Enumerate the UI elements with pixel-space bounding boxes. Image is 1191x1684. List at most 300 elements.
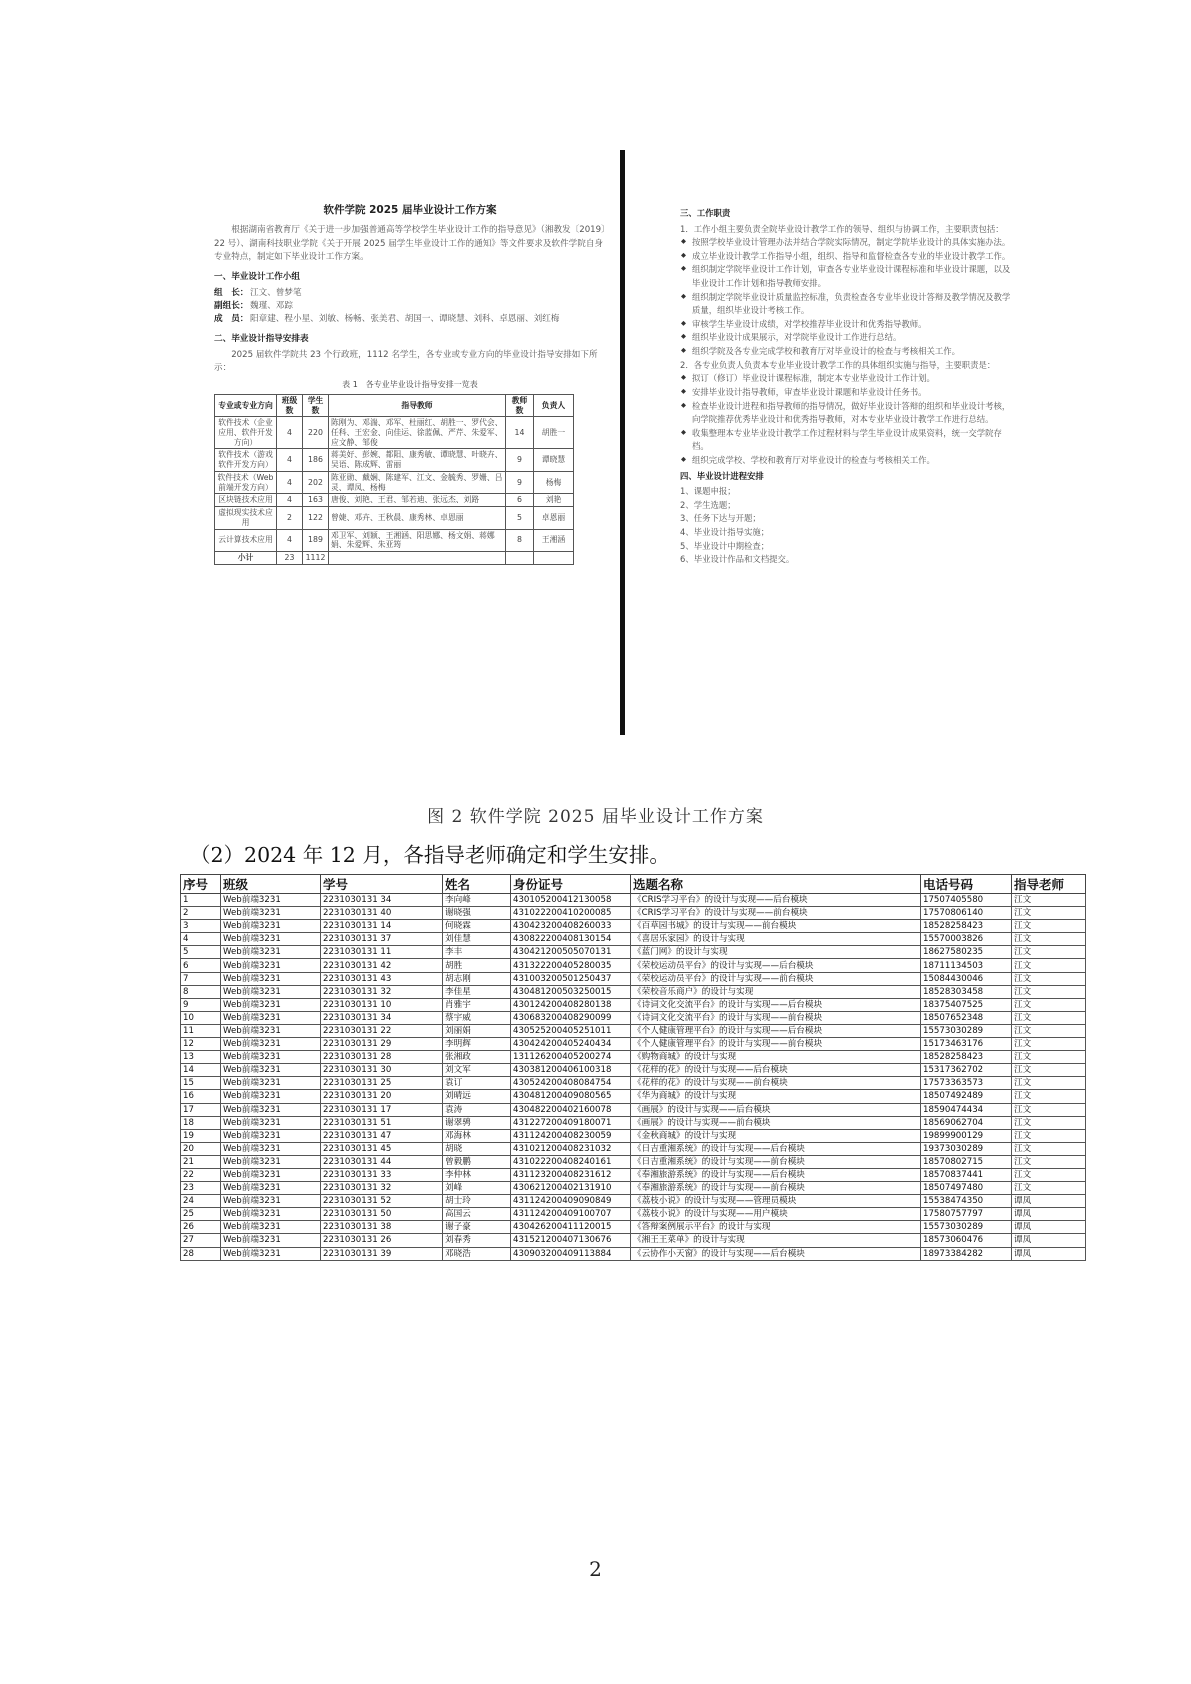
arrangement-cell: 20 [181, 1142, 221, 1155]
plan-table-cell: 软件技术（企业应用、软件开发方向） [215, 417, 277, 449]
arrangement-cell: 2231030131 34 [321, 894, 443, 907]
duty-item: ◆ 组织完成学校、学校和教育厅对毕业设计的检查与考核相关工作。 [692, 454, 1015, 468]
arrangement-cell: 江文 [1012, 1142, 1086, 1155]
arrangement-cell: 19373030289 [921, 1142, 1012, 1155]
arrangement-cell: Web前端3231 [221, 1064, 321, 1077]
plan-table-row [215, 507, 574, 529]
arrangement-cell: 2231030131 52 [321, 1195, 443, 1208]
duty-item: ◆ 检查毕业设计进程和指导教师的指导情况，做好毕业设计答辩的组织和毕业设计考核，向学院推荐优秀毕业设计和优秀指导教师，对本专业毕业设计教学工作进行总结。 [692, 400, 1015, 427]
arrangement-cell: 431521200407130676 [511, 1234, 631, 1247]
arrangement-header: 电话号码 [921, 875, 1012, 894]
plan-table-cell: 卓恩丽 [534, 507, 574, 529]
arrangement-cell: 17507405580 [921, 894, 1012, 907]
arrangement-cell: Web前端3231 [221, 946, 321, 959]
arrangement-cell: 江文 [1012, 1103, 1086, 1116]
arrangement-cell: 2231030131 42 [321, 959, 443, 972]
arrangement-cell: 2231030131 39 [321, 1247, 443, 1260]
arrangement-cell: 刘峰 [443, 1182, 511, 1195]
arrangement-cell: 刘佳慧 [443, 933, 511, 946]
arrangement-cell: 6 [181, 959, 221, 972]
arrangement-cell: Web前端3231 [221, 1103, 321, 1116]
arrangement-cell: 《日吉重湘系统》的设计与实现——前台模块 [631, 1155, 921, 1168]
arrangement-cell: 胡士玲 [443, 1195, 511, 1208]
arrangement-header-row [181, 875, 1086, 894]
arrangement-row [181, 1234, 1086, 1247]
duty-1-list [680, 236, 1015, 358]
arrangement-table [180, 874, 1086, 1261]
arrangement-cell: 《购物商城》的设计与实现 [631, 1051, 921, 1064]
plan-table-cell: 杨梅 [534, 471, 574, 493]
arrangement-row [181, 1129, 1086, 1142]
arrangement-cell: Web前端3231 [221, 1168, 321, 1181]
arrangement-cell: 15570003826 [921, 933, 1012, 946]
arrangement-cell: Web前端3231 [221, 1011, 321, 1024]
plan-table-cell: 8 [506, 529, 534, 551]
plan-table-cell: 软件技术（Web 前端开发方向） [215, 471, 277, 493]
arrangement-cell: 18375407525 [921, 998, 1012, 1011]
arrangement-cell: 430481200503250015 [511, 985, 631, 998]
plan-table-cell [329, 552, 506, 565]
arrangement-header: 姓名 [443, 875, 511, 894]
arrangement-cell: 431227200409180071 [511, 1116, 631, 1129]
plan-table-caption: 表 1 各专业毕业设计指导安排一览表 [342, 380, 478, 390]
duty-2-text: 2．各专业负责人负责本专业毕业设计教学工作的具体组织实施与指导，主要职责是： [680, 359, 996, 370]
schedule-item: 2、学生选题； [680, 499, 736, 510]
arrangement-cell: 江文 [1012, 894, 1086, 907]
arrangement-cell: 《诗词文化交流平台》的设计与实现——前台模块 [631, 1011, 921, 1024]
arrangement-sheet [180, 874, 1085, 1259]
arrangement-cell: 12 [181, 1038, 221, 1051]
paragraph-2: （2）2024 年 12 月，各指导老师确定和学生安排。 [190, 843, 670, 867]
plan-section-2-title: 二、毕业设计指导安排表 [214, 334, 309, 345]
plan-table-cell: 14 [506, 417, 534, 449]
arrangement-cell: 胡志刚 [443, 972, 511, 985]
arrangement-cell: 10 [181, 1011, 221, 1024]
arrangement-cell: 2231030131 11 [321, 946, 443, 959]
schedule-item: 6、毕业设计作品和文档提交。 [680, 554, 795, 565]
plan-table-cell: 曾婕、邓卉、王秋晨、康秀林、卓恩丽 [329, 507, 506, 529]
arrangement-cell: Web前端3231 [221, 1090, 321, 1103]
arrangement-cell: 江文 [1012, 1077, 1086, 1090]
arrangement-row [181, 985, 1086, 998]
arrangement-cell: 《华为商城》的设计与实现 [631, 1090, 921, 1103]
arrangement-cell: 2231030131 44 [321, 1155, 443, 1168]
plan-table-cell: 4 [277, 471, 303, 493]
arrangement-cell: 2231030131 47 [321, 1129, 443, 1142]
arrangement-cell: 高国云 [443, 1208, 511, 1221]
arrangement-cell: 17573363573 [921, 1077, 1012, 1090]
arrangement-cell: 15173463176 [921, 1038, 1012, 1051]
plan-table-cell: 4 [277, 494, 303, 507]
arrangement-cell: Web前端3231 [221, 1247, 321, 1260]
arrangement-cell: 江文 [1012, 1155, 1086, 1168]
arrangement-cell: 431021200408231032 [511, 1142, 631, 1155]
arrangement-cell: 《个人健康管理平台》的设计与实现——后台模块 [631, 1024, 921, 1037]
arrangement-cell: Web前端3231 [221, 959, 321, 972]
arrangement-cell: 2231030131 51 [321, 1116, 443, 1129]
plan-section-1-title: 一、毕业设计工作小组 [214, 272, 300, 283]
arrangement-cell: 2 [181, 907, 221, 920]
arrangement-row [181, 1011, 1086, 1024]
duty-item: ◆ 拟订（修订）毕业设计课程标准，制定本专业毕业设计工作计划。 [692, 372, 1015, 386]
arrangement-cell: 胡胜 [443, 959, 511, 972]
duty-item: ◆ 收集整理本专业毕业设计教学工作过程材料与学生毕业设计成果资料，统一交学院存档。 [692, 427, 1015, 454]
arrangement-cell: 江文 [1012, 1168, 1086, 1181]
arrangement-row [181, 1208, 1086, 1221]
arrangement-cell: 《个人健康管理平台》的设计与实现——前台模块 [631, 1038, 921, 1051]
figure-caption: 图 2 软件学院 2025 届毕业设计工作方案 [427, 807, 764, 827]
arrangement-cell: 《云协作小天窗》的设计与实现——后台模块 [631, 1247, 921, 1260]
arrangement-cell: 江文 [1012, 946, 1086, 959]
plan-table-cell: 蒋美好、彭婉、都阳、康秀敏、谭晓慧、叶晓卉、吴语、陈成辉、雷丽 [329, 449, 506, 471]
arrangement-cell: 2231030131 20 [321, 1090, 443, 1103]
arrangement-cell: 邓海林 [443, 1129, 511, 1142]
plan-table-header: 指导教师 [329, 394, 506, 416]
arrangement-cell: 江文 [1012, 1038, 1086, 1051]
duty-item: ◆ 组织毕业设计成果展示，对学院毕业设计工作进行总结。 [692, 331, 1015, 345]
arrangement-cell: 16 [181, 1090, 221, 1103]
arrangement-cell: 430421200505070131 [511, 946, 631, 959]
arrangement-cell: 江文 [1012, 907, 1086, 920]
arrangement-cell: 《蓝门网》的设计与实现 [631, 946, 921, 959]
arrangement-cell: 刘丽娟 [443, 1024, 511, 1037]
arrangement-cell: 2231030131 28 [321, 1051, 443, 1064]
arrangement-cell: 《花样的花》的设计与实现——前台模块 [631, 1077, 921, 1090]
arrangement-cell: 李明辉 [443, 1038, 511, 1051]
arrangement-cell: 430426200411120015 [511, 1221, 631, 1234]
arrangement-cell: 邓晓浩 [443, 1247, 511, 1260]
plan-table-cell: 虚拟现实技术应用 [215, 507, 277, 529]
arrangement-cell: 2231030131 29 [321, 1038, 443, 1051]
group-value: 江文、曾梦笔 [250, 287, 302, 298]
arrangement-cell: 18570802715 [921, 1155, 1012, 1168]
arrangement-cell: 李丰 [443, 946, 511, 959]
arrangement-cell: 431124200409090849 [511, 1195, 631, 1208]
arrangement-cell: Web前端3231 [221, 1208, 321, 1221]
arrangement-cell: 25 [181, 1208, 221, 1221]
arrangement-cell: 谢晓强 [443, 907, 511, 920]
plan-table-cell: 23 [277, 552, 303, 565]
arrangement-cell: 曾毅鹏 [443, 1155, 511, 1168]
arrangement-cell: 江文 [1012, 1129, 1086, 1142]
duty-item: ◆ 组织制定学院毕业设计质量监控标准，负责检查各专业毕业设计答辩及教学情况及教学质量，组织毕业设计考核工作。 [692, 291, 1015, 318]
plan-table-cell: 刘艳 [534, 494, 574, 507]
plan-table-cell: 邓卫军、刘颖、王湘涵、阳思娜、杨文娟、蒋娜娟、朱爱辉、朱亚筠 [329, 529, 506, 551]
arrangement-cell: 17570806140 [921, 907, 1012, 920]
plan-table-cell: 9 [506, 471, 534, 493]
arrangement-cell: 2231030131 38 [321, 1221, 443, 1234]
arrangement-cell: 18528303458 [921, 985, 1012, 998]
arrangement-cell: 15317362702 [921, 1064, 1012, 1077]
arrangement-cell: Web前端3231 [221, 1116, 321, 1129]
arrangement-cell: 18590474434 [921, 1103, 1012, 1116]
schedule-item: 1、课题申报； [680, 486, 736, 497]
arrangement-cell: 何晓霖 [443, 920, 511, 933]
arrangement-cell: 江文 [1012, 1182, 1086, 1195]
arrangement-cell: 430481200409080565 [511, 1090, 631, 1103]
arrangement-row [181, 1155, 1086, 1168]
arrangement-cell: 430424200405240434 [511, 1038, 631, 1051]
arrangement-cell: Web前端3231 [221, 1142, 321, 1155]
arrangement-cell: 24 [181, 1195, 221, 1208]
plan-table-header-row [215, 394, 574, 416]
arrangement-cell: 胡晓 [443, 1142, 511, 1155]
duty-1-text: 1．工作小组主要负责全院毕业设计教学工作的领导、组织与协调工作，主要职责包括： [680, 223, 1004, 234]
group-value: 阳章建、程小星、刘敏、杨畅、张美君、胡国一、谭晓慧、刘科、卓恩丽、刘红梅 [250, 314, 560, 325]
arrangement-row [181, 998, 1086, 1011]
arrangement-cell: 《诗词文化交流平台》的设计与实现——后台模块 [631, 998, 921, 1011]
group-key: 组 长： [214, 287, 249, 298]
figure-divider [620, 150, 625, 735]
arrangement-cell: 9 [181, 998, 221, 1011]
arrangement-cell: 430822200408130154 [511, 933, 631, 946]
plan-table-cell: 区块链技术应用 [215, 494, 277, 507]
arrangement-cell: 17580757797 [921, 1208, 1012, 1221]
arrangement-row [181, 1221, 1086, 1234]
plan-table-cell: 4 [277, 417, 303, 449]
arrangement-row [181, 1142, 1086, 1155]
arrangement-cell: 23 [181, 1182, 221, 1195]
plan-table-row [215, 552, 574, 565]
arrangement-row [181, 946, 1086, 959]
arrangement-cell: 2231030131 26 [321, 1234, 443, 1247]
arrangement-cell: 431022200410200085 [511, 907, 631, 920]
plan-table-cell: 186 [303, 449, 329, 471]
arrangement-cell: 李仲林 [443, 1168, 511, 1181]
schedule-item: 5、毕业设计中期检查； [680, 540, 770, 551]
arrangement-cell: 431124200408230059 [511, 1129, 631, 1142]
arrangement-row [181, 933, 1086, 946]
arrangement-cell: Web前端3231 [221, 1077, 321, 1090]
arrangement-cell: 430683200408290099 [511, 1011, 631, 1024]
plan-table-row [215, 449, 574, 471]
arrangement-cell: 谢子豪 [443, 1221, 511, 1234]
arrangement-cell: 李佳星 [443, 985, 511, 998]
arrangement-cell: 谢翠骋 [443, 1116, 511, 1129]
plan-intro: 根据湖南省教育厅《关于进一步加强普通高等学校学生毕业设计工作的指导意见》（湘教发〔2019〕22 号）、湖南科技职业学院《关于开展 2025 届学生毕业设计工作的通知》等文件要求及软件学院自身专业特点，制定如下毕业设计工作方案。 [214, 225, 606, 262]
duty-item: ◆ 成立毕业设计教学工作指导小组，组织、指导和监督检查各专业的毕业设计教学工作。 [692, 250, 1015, 264]
plan-table-cell: 陈亚勋、戴娴、陈建军、江文、金毓秀、罗姗、吕灵、谭凤、杨梅 [329, 471, 506, 493]
arrangement-body [181, 894, 1086, 1261]
plan-section-4-title: 四、毕业设计进程安排 [680, 470, 764, 481]
duty-item: ◆ 审核学生毕业设计成绩，对学校推荐毕业设计和优秀指导教师。 [692, 318, 1015, 332]
arrangement-cell: 18 [181, 1116, 221, 1129]
arrangement-cell: 3 [181, 920, 221, 933]
plan-table-cell: 2 [277, 507, 303, 529]
arrangement-cell: Web前端3231 [221, 1129, 321, 1142]
plan-right-page [680, 205, 1015, 735]
arrangement-row [181, 959, 1086, 972]
plan-table-cell: 云计算技术应用 [215, 529, 277, 551]
plan-table-cell: 220 [303, 417, 329, 449]
plan-table-header: 学生数 [303, 394, 329, 416]
arrangement-cell: 1 [181, 894, 221, 907]
group-row-leader [214, 287, 606, 300]
arrangement-row [181, 1182, 1086, 1195]
arrangement-cell: 《金秋商城》的设计与实现 [631, 1129, 921, 1142]
plan-table-cell: 189 [303, 529, 329, 551]
arrangement-cell: 430381200406100318 [511, 1064, 631, 1077]
arrangement-cell: 430903200409113884 [511, 1247, 631, 1260]
arrangement-cell: 15 [181, 1077, 221, 1090]
arrangement-cell: 江文 [1012, 933, 1086, 946]
arrangement-cell: 江文 [1012, 959, 1086, 972]
arrangement-cell: 谭凤 [1012, 1208, 1086, 1221]
plan-table-row [215, 471, 574, 493]
plan-table-body [215, 417, 574, 565]
arrangement-row [181, 1024, 1086, 1037]
plan-table-cell: 9 [506, 449, 534, 471]
arrangement-cell: 430482200402160078 [511, 1103, 631, 1116]
plan-section-2-text: 2025 届软件学院共 23 个行政班，1112 名学生，各专业或专业方向的毕业设计指导安排如下所示： [214, 349, 598, 374]
arrangement-cell: 431003200501250437 [511, 972, 631, 985]
plan-table-cell: 202 [303, 471, 329, 493]
arrangement-cell: 17 [181, 1103, 221, 1116]
plan-table-row [215, 417, 574, 449]
duty-item: ◆ 组织制定学院毕业设计工作计划，审查各专业毕业设计课程标准和毕业设计课题，以及毕业设计工作计划和指导教师安排。 [692, 263, 1015, 290]
arrangement-header: 班级 [221, 875, 321, 894]
arrangement-row [181, 1103, 1086, 1116]
arrangement-cell: 江文 [1012, 1024, 1086, 1037]
arrangement-cell: 《CRIS学习平台》的设计与实现——前台模块 [631, 907, 921, 920]
schedule-list [680, 485, 1015, 567]
plan-table-row [215, 494, 574, 507]
plan-table-cell: 1112 [303, 552, 329, 565]
arrangement-cell: 2231030131 34 [321, 1011, 443, 1024]
arrangement-row [181, 1195, 1086, 1208]
arrangement-row [181, 1038, 1086, 1051]
arrangement-cell: 15084430046 [921, 972, 1012, 985]
arrangement-cell: 15538474350 [921, 1195, 1012, 1208]
plan-title: 软件学院 2025 届毕业设计工作方案 [323, 204, 497, 216]
arrangement-cell: 5 [181, 946, 221, 959]
plan-table-cell: 122 [303, 507, 329, 529]
plan-table [214, 394, 574, 565]
arrangement-cell: 张湘政 [443, 1051, 511, 1064]
arrangement-cell: 2231030131 32 [321, 1182, 443, 1195]
arrangement-cell: 江文 [1012, 1090, 1086, 1103]
arrangement-cell: 2231030131 22 [321, 1024, 443, 1037]
arrangement-cell: 2231030131 10 [321, 998, 443, 1011]
arrangement-cell: 131126200405200274 [511, 1051, 631, 1064]
arrangement-cell: 江文 [1012, 1011, 1086, 1024]
plan-table-cell: 6 [506, 494, 534, 507]
arrangement-cell: Web前端3231 [221, 985, 321, 998]
arrangement-header: 序号 [181, 875, 221, 894]
plan-table-cell: 小计 [215, 552, 277, 565]
plan-table-cell: 谭晓慧 [534, 449, 574, 471]
arrangement-cell: 26 [181, 1221, 221, 1234]
arrangement-cell: 430621200402131910 [511, 1182, 631, 1195]
arrangement-cell: 18507652348 [921, 1011, 1012, 1024]
arrangement-cell: 27 [181, 1234, 221, 1247]
plan-table-cell: 5 [506, 507, 534, 529]
arrangement-cell: 431022200408240161 [511, 1155, 631, 1168]
arrangement-cell: 江文 [1012, 998, 1086, 1011]
arrangement-cell: 430525200405251011 [511, 1024, 631, 1037]
arrangement-cell: 431123200408231612 [511, 1168, 631, 1181]
arrangement-cell: 江文 [1012, 1116, 1086, 1129]
arrangement-cell: 430105200412130058 [511, 894, 631, 907]
arrangement-cell: 7 [181, 972, 221, 985]
arrangement-cell: 2231030131 14 [321, 920, 443, 933]
arrangement-cell: Web前端3231 [221, 1221, 321, 1234]
arrangement-cell: 《奉湘旅游系统》的设计与实现——前台模块 [631, 1182, 921, 1195]
arrangement-cell: 《百草园书城》的设计与实现——前台模块 [631, 920, 921, 933]
page-number: 2 [589, 1557, 602, 1581]
arrangement-row [181, 920, 1086, 933]
arrangement-cell: 18627580235 [921, 946, 1012, 959]
arrangement-row [181, 1064, 1086, 1077]
group-key: 成 员： [214, 314, 249, 325]
plan-table-header: 班级数 [277, 394, 303, 416]
arrangement-row [181, 1247, 1086, 1260]
arrangement-cell: 4 [181, 933, 221, 946]
arrangement-cell: 谭凤 [1012, 1247, 1086, 1260]
group-key: 副组长： [214, 300, 249, 311]
arrangement-cell: 蔡宇威 [443, 1011, 511, 1024]
arrangement-cell: 江文 [1012, 920, 1086, 933]
arrangement-cell: 《日吉重湘系统》的设计与实现——后台模块 [631, 1142, 921, 1155]
arrangement-cell: 《荔枝小说》的设计与实现——管理员模块 [631, 1195, 921, 1208]
arrangement-cell: 15573030289 [921, 1221, 1012, 1234]
group-row-members [214, 313, 606, 326]
arrangement-cell: 430524200408084754 [511, 1077, 631, 1090]
arrangement-cell: 2231030131 30 [321, 1064, 443, 1077]
arrangement-cell: 李向峰 [443, 894, 511, 907]
arrangement-cell: 2231030131 17 [321, 1103, 443, 1116]
arrangement-row [181, 1090, 1086, 1103]
arrangement-cell: 《CRIS学习平台》的设计与实现——后台模块 [631, 894, 921, 907]
arrangement-cell: 《画展》的设计与实现——前台模块 [631, 1116, 921, 1129]
arrangement-header: 指导老师 [1012, 875, 1086, 894]
arrangement-row [181, 1116, 1086, 1129]
plan-left-page [214, 150, 606, 735]
arrangement-cell: 2231030131 25 [321, 1077, 443, 1090]
arrangement-cell: 刘文军 [443, 1064, 511, 1077]
arrangement-cell: 2231030131 40 [321, 907, 443, 920]
arrangement-cell: 28 [181, 1247, 221, 1260]
arrangement-cell: 江文 [1012, 985, 1086, 998]
arrangement-cell: 《湘王王菜单》的设计与实现 [631, 1234, 921, 1247]
arrangement-header: 身份证号 [511, 875, 631, 894]
arrangement-cell: 18569062704 [921, 1116, 1012, 1129]
arrangement-cell: 14 [181, 1064, 221, 1077]
arrangement-cell: 18528258423 [921, 920, 1012, 933]
arrangement-cell: 袁涛 [443, 1103, 511, 1116]
plan-table-cell: 4 [277, 529, 303, 551]
arrangement-cell: Web前端3231 [221, 1024, 321, 1037]
arrangement-cell: 2231030131 37 [321, 933, 443, 946]
arrangement-cell: 2231030131 32 [321, 985, 443, 998]
arrangement-cell: 2231030131 50 [321, 1208, 443, 1221]
schedule-item: 3、任务下达与开题； [680, 513, 761, 524]
plan-section-3-title: 三、工作职责 [680, 208, 731, 218]
arrangement-cell: 《荔枝小说》的设计与实现——用户模块 [631, 1208, 921, 1221]
arrangement-header: 学号 [321, 875, 443, 894]
arrangement-cell: Web前端3231 [221, 1182, 321, 1195]
arrangement-cell: 18711134503 [921, 959, 1012, 972]
plan-table-header: 负责人 [534, 394, 574, 416]
arrangement-cell: 2231030131 33 [321, 1168, 443, 1181]
arrangement-row [181, 972, 1086, 985]
arrangement-cell: 《荣校运动员平台》的设计与实现——前台模块 [631, 972, 921, 985]
duty-item: ◆ 组织学院及各专业完成学校和教育厅对毕业设计的检查与考核相关工作。 [692, 345, 1015, 359]
arrangement-cell: 18573060476 [921, 1234, 1012, 1247]
arrangement-cell: Web前端3231 [221, 1195, 321, 1208]
arrangement-cell: 21 [181, 1155, 221, 1168]
arrangement-cell: Web前端3231 [221, 894, 321, 907]
